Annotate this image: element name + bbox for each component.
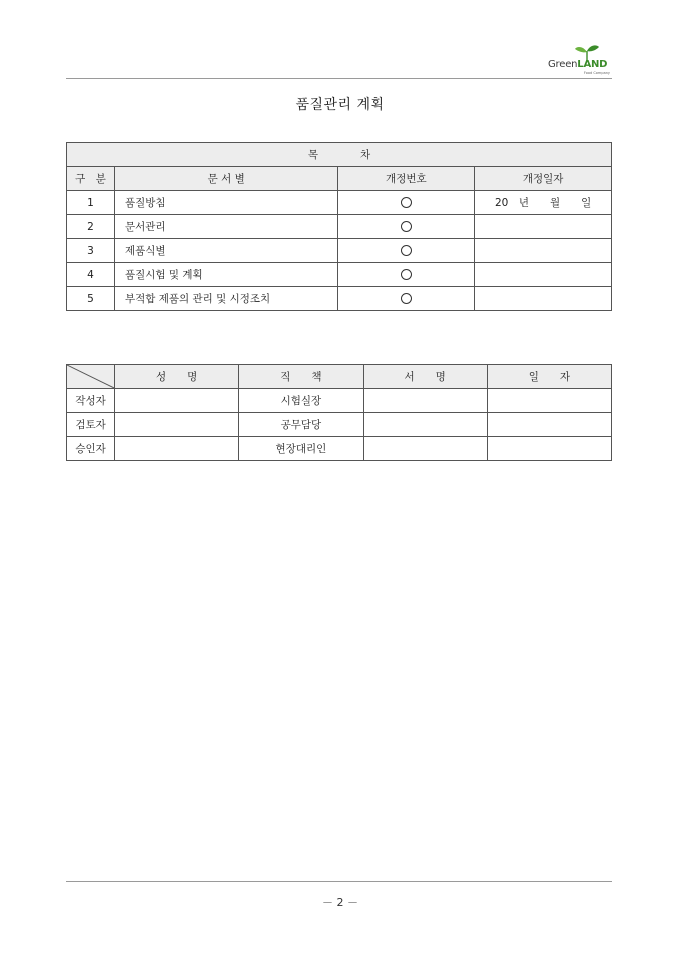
approval-header-signature: 서 명 <box>363 365 487 389</box>
row-number: 1 <box>67 191 115 215</box>
revision-date <box>475 287 612 311</box>
table-row <box>67 437 612 461</box>
date-cell <box>487 437 611 461</box>
toc-header-revision-no: 개정번호 <box>338 167 475 191</box>
logo-wordmark <box>548 59 607 70</box>
document-name: 문서관리 <box>114 215 338 239</box>
company-logo <box>548 44 612 76</box>
table-row <box>67 263 612 287</box>
table-row <box>67 191 612 215</box>
role-label: 검토자 <box>67 413 115 437</box>
revision-date <box>475 239 612 263</box>
table-row <box>67 239 612 263</box>
circle-icon <box>401 293 412 304</box>
diagonal-header-cell <box>67 365 115 389</box>
document-name: 품질방침 <box>114 191 338 215</box>
approval-header-date: 일 자 <box>487 365 611 389</box>
approval-header-name: 성 명 <box>115 365 239 389</box>
document-name: 부적합 제품의 관리 및 시정조치 <box>114 287 338 311</box>
row-number: 2 <box>67 215 115 239</box>
table-row <box>67 413 612 437</box>
document-name: 품질시험 및 계획 <box>114 263 338 287</box>
logo-tagline: Food Company <box>583 71 610 75</box>
page-title: 품질관리 계획 <box>295 97 385 113</box>
toc-header-document: 문 서 별 <box>114 167 338 191</box>
header-rule <box>66 78 612 79</box>
signature-cell <box>363 437 487 461</box>
page-number: － 2 － <box>322 896 358 909</box>
date-cell <box>487 389 611 413</box>
toc-caption-row <box>67 143 612 167</box>
table-row <box>67 287 612 311</box>
approval-header-row <box>67 365 612 389</box>
circle-icon <box>401 197 412 208</box>
revision-date <box>475 263 612 287</box>
footer-rule <box>66 881 612 882</box>
name-cell <box>115 437 239 461</box>
toc-caption: 목 차 <box>67 143 612 167</box>
table-of-contents <box>66 142 612 311</box>
revision-no-cell <box>338 239 475 263</box>
table-row <box>67 215 612 239</box>
approval-header-position: 직 책 <box>239 365 363 389</box>
logo-green-text: Green <box>548 59 578 70</box>
position-cell: 현장대리인 <box>239 437 363 461</box>
approval-table <box>66 364 612 461</box>
toc-header-revision-date: 개정일자 <box>475 167 612 191</box>
row-number: 3 <box>67 239 115 263</box>
revision-date <box>475 215 612 239</box>
toc-header-division: 구 분 <box>67 167 115 191</box>
logo-land-text: LAND <box>577 59 608 70</box>
role-label: 작성자 <box>67 389 115 413</box>
position-cell: 시험실장 <box>239 389 363 413</box>
revision-no-cell <box>338 191 475 215</box>
diagonal-line <box>67 365 114 388</box>
table-row <box>67 389 612 413</box>
name-cell <box>115 413 239 437</box>
circle-icon <box>401 245 412 256</box>
row-number: 5 <box>67 287 115 311</box>
role-label: 승인자 <box>67 437 115 461</box>
signature-cell <box>363 413 487 437</box>
document-name: 제품식별 <box>114 239 338 263</box>
toc-header-row <box>67 167 612 191</box>
name-cell <box>115 389 239 413</box>
circle-icon <box>401 269 412 280</box>
revision-no-cell <box>338 215 475 239</box>
revision-no-cell <box>338 263 475 287</box>
circle-icon <box>401 221 412 232</box>
signature-cell <box>363 389 487 413</box>
date-cell <box>487 413 611 437</box>
row-number: 4 <box>67 263 115 287</box>
position-cell: 공무담당 <box>239 413 363 437</box>
revision-date: 20 년 월 일 <box>475 191 612 215</box>
revision-no-cell <box>338 287 475 311</box>
